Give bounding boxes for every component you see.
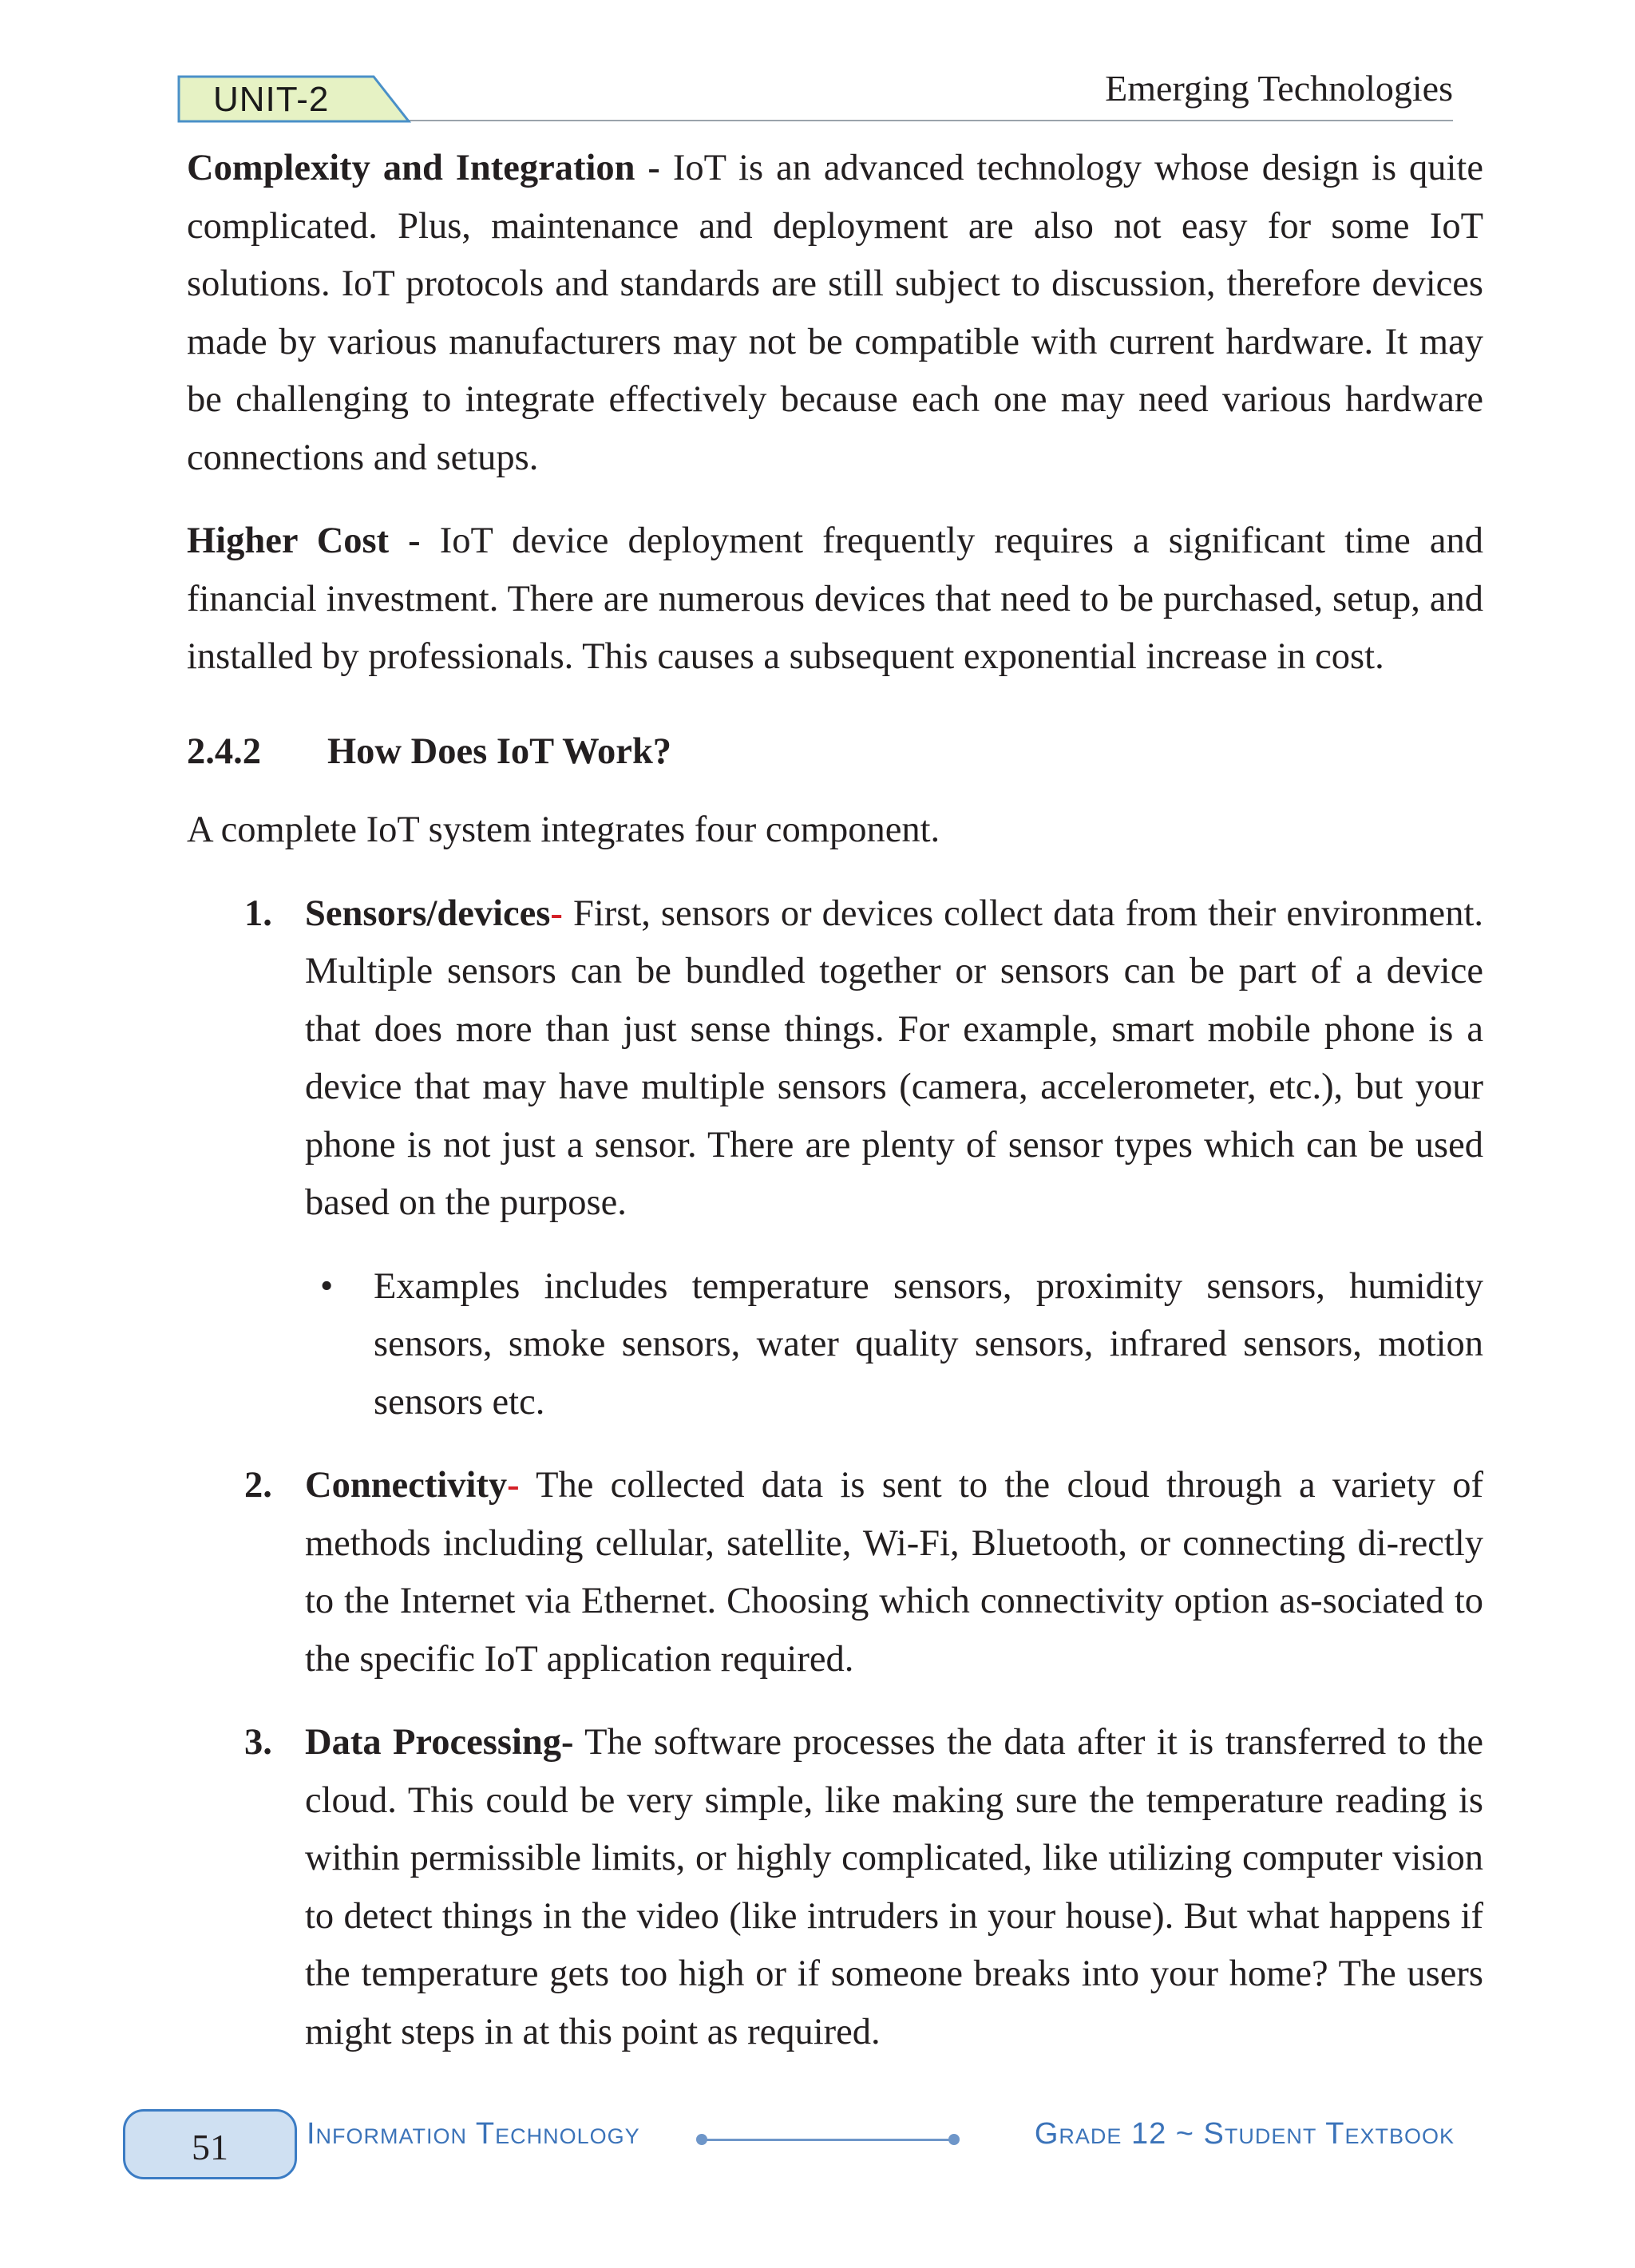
- list-item-sensors: [187, 885, 1483, 1233]
- list-marker: 3.: [244, 1722, 272, 1763]
- bullet-dot-icon: •: [320, 1265, 334, 1307]
- running-title: Emerging Technologies: [1105, 68, 1453, 109]
- footer-dot-right-icon: [948, 2134, 960, 2145]
- footer-subject-label: Information Technology: [307, 2117, 640, 2151]
- section-title: How Does IoT Work?: [327, 730, 672, 772]
- footer-grade: [1035, 2117, 1455, 2151]
- footer-subject: [307, 2117, 640, 2151]
- list-item-connectivity: [187, 1457, 1483, 1688]
- red-dash: -: [550, 893, 563, 934]
- term-data-processing: Data Processing-: [305, 1722, 574, 1763]
- text-data-processing: The software processes the data after it is transferred to the cloud. This could be very simple, like making sure the temperature reading is within permissible limits, or highly complicated, like utilizing computer vision to detect things in the video (like intruders in your house). But what happens if the temperature gets too high or if someone breaks into your home? The users might steps in at this point as required.: [305, 1722, 1483, 2052]
- footer-divider: [701, 2139, 953, 2141]
- page-number: 51: [192, 2127, 228, 2167]
- intro-paragraph: A complete IoT system integrates four component.: [187, 809, 940, 850]
- term-higher-cost: Higher Cost -: [187, 520, 421, 561]
- paragraph-higher-cost: [187, 513, 1483, 687]
- red-dash: -: [507, 1465, 520, 1506]
- text-sensors: First, sensors or devices collect data from their environment. Multiple sensors can be bundled together or sensors can be part of a device that does more than just sense things. For example, smart mobile phone is a device that may have multiple sensors (camera, accelerometer, etc.), but your phone is not just a sensor. There are plenty of sensor types which can be used based on the purpose.: [305, 893, 1483, 1223]
- unit-label: UNIT-2: [213, 80, 330, 119]
- unit-tab: [177, 73, 417, 131]
- text-complexity: IoT is an advanced technology whose design is quite complicated. Plus, maintenance and deployment are also not easy for some IoT solutions. IoT protocols and standards are still subject to discussion, therefore devices made by various manufacturers may not be compatible with current hardware. It may be challenging to integrate effectively because each one may need various hardware connections and setups.: [187, 148, 1483, 478]
- page-content: [187, 140, 1483, 2087]
- text-higher-cost: IoT device deployment frequently requires a significant time and financial investment. There are numerous devices that need to be purchased, setup, and installed by professionals. This causes a subsequent exponential increase in cost.: [187, 520, 1483, 677]
- term-connectivity: Connectivity: [305, 1465, 508, 1506]
- list-marker: 2.: [244, 1465, 272, 1506]
- footer-grade-label: Grade 12 ~ Student Textbook: [1034, 2117, 1455, 2151]
- bullet-examples: [187, 1258, 1483, 1432]
- page-number-badge: [123, 2109, 297, 2179]
- bullet-text: Examples includes temperature sensors, proximity sensors, humidity sensors, smoke sensors, water quality sensors, infrared sensors, motion sensors etc.: [374, 1265, 1483, 1423]
- list-item-data-processing: [187, 1714, 1483, 2061]
- section-heading: [187, 723, 1483, 782]
- section-number: 2.4.2: [187, 730, 261, 772]
- paragraph-complexity: [187, 140, 1483, 487]
- term-sensors: Sensors/devices: [305, 893, 551, 934]
- list-marker: 1.: [244, 893, 272, 934]
- text-connectivity: The collected data is sent to the cloud through a variety of methods including cellular, satellite, Wi-Fi, Bluetooth, or connecting di-rectly to the Internet via Ethernet. Choosing which connectivity option as-sociated to the specific IoT application required.: [305, 1465, 1483, 1680]
- term-complexity: Complexity and Integration -: [187, 148, 660, 188]
